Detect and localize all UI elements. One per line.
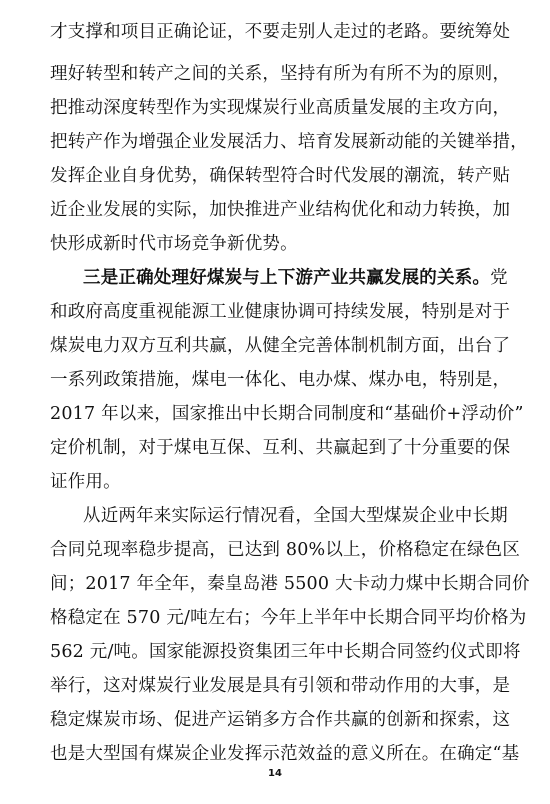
lead-continuation: 党 <box>490 268 508 288</box>
text-line: 562 元/吨。国家能源投资集团三年中长期合同签约仪式即将 <box>50 642 521 662</box>
bold-lead-sentence: 三是正确处理好煤炭与上下游产业共赢发展的关系。 <box>83 268 491 288</box>
text-line-first <box>83 268 508 290</box>
text-line: 理好转型和转产之间的关系，坚持有所为有所不为的原则， <box>50 64 511 84</box>
text-line: 把推动深度转型作为实现煤炭行业高质量发展的主攻方向， <box>50 98 511 118</box>
text-line: 近企业发展的实际，加快推进产业结构优化和动力转换，加 <box>50 200 511 220</box>
text-line: 煤炭电力双方互利共赢，从健全完善体制机制方面，出台了 <box>50 336 511 356</box>
text-line: 把转产作为增强企业发展活力、培育发展新动能的关键举措， <box>50 132 528 152</box>
text-line: 稳定煤炭市场、促进产运销多方合作共赢的创新和探索，这 <box>50 710 511 730</box>
text-line-first: 从近两年来实际运行情况看，全国大型煤炭企业中长期 <box>83 506 508 526</box>
text-line: 举行，这对煤炭行业发展是具有引领和带动作用的大事，是 <box>50 676 511 696</box>
text-line: 快形成新时代市场竞争新优势。 <box>50 234 298 254</box>
text-line: 间；2017 年全年，秦皇岛港 5500 大卡动力煤中长期合同价 <box>50 574 530 594</box>
text-line: 发挥企业自身优势，确保转型符合时代发展的潮流，转产贴 <box>50 166 511 186</box>
text-line: 证作用。 <box>50 472 121 492</box>
page-number: 14 <box>268 768 282 779</box>
text-line: 也是大型国有煤炭企业发挥示范效益的意义所在。在确定“基 <box>50 744 520 764</box>
text-line: 和政府高度重视能源工业健康协调可持续发展，特别是对于 <box>50 302 511 322</box>
text-line: 才支撑和项目正确论证，不要走别人走过的老路。要统筹处 <box>50 22 511 42</box>
text-line: 合同兑现率稳步提高，已达到 80%以上，价格稳定在绿色区 <box>50 540 521 560</box>
text-line: 2017 年以来，国家推出中长期合同制度和“基础价+浮动价” <box>50 404 524 424</box>
text-line: 一系列政策措施，煤电一体化、电办煤、煤办电，特别是， <box>50 370 511 390</box>
text-line: 格稳定在 570 元/吨左右；今年上半年中长期合同平均价格为 <box>50 608 527 628</box>
text-line: 定价机制，对于煤电互保、互利、共赢起到了十分重要的保 <box>50 438 511 458</box>
